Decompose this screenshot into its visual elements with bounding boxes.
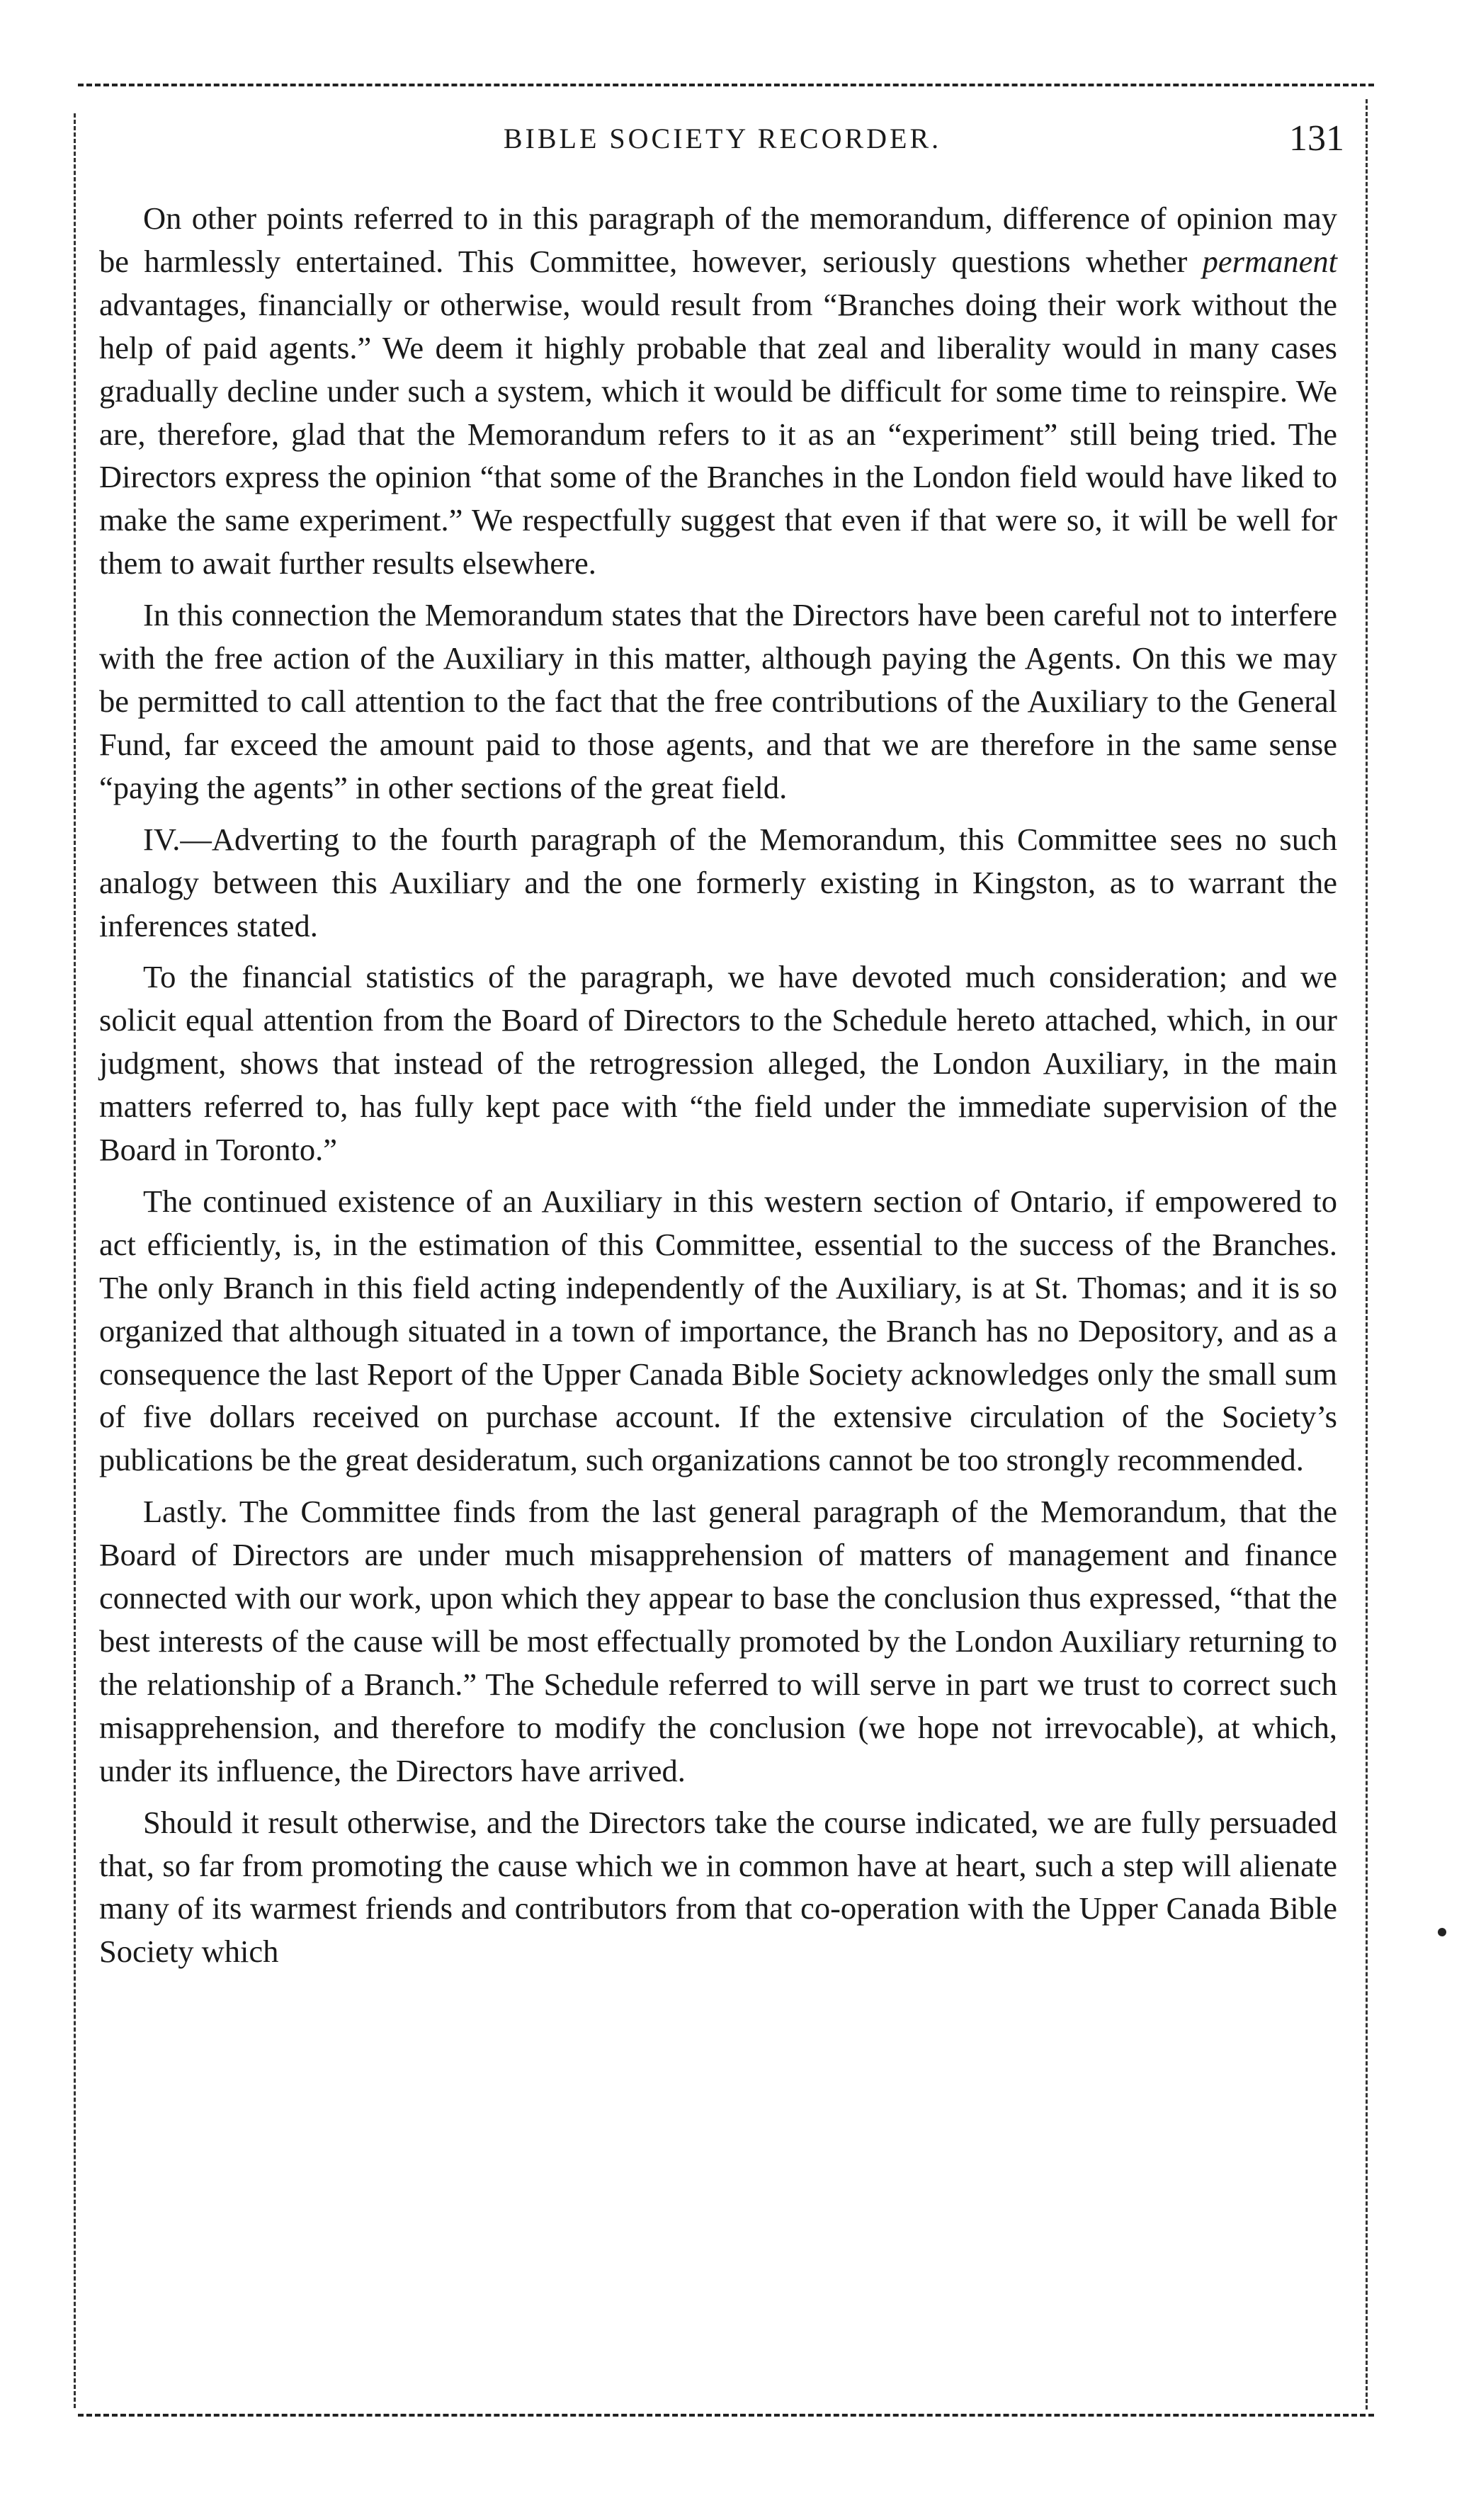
left-border-rule — [74, 113, 76, 2408]
running-head: BIBLE SOCIETY RECORDER. — [503, 123, 942, 154]
right-border-rule — [1366, 99, 1368, 2410]
page-number: 131 — [1289, 118, 1344, 159]
page-header — [99, 118, 1346, 167]
body-text — [99, 197, 1337, 1982]
paragraph-2: In this connection the Memorandum states that the Directors have been careful not to interfere with the free action of the Auxiliary in this matter, although paying the Agents. On this we may be permitted to call attention to the fact that the free contributions of the Auxiliary to the General Fund, far exceed the amount paid to those agents, and that we are therefore in the same sense “paying the agents” in other sections of the great field. — [99, 597, 1337, 805]
paragraph-7: Should it result otherwise, and the Directors take the course indicated, we are fully persuaded that, so far from promoting the cause which we in common have at heart, such a step will alienate many of its warmest friends and contributors from that co-operation with the Upper Canada Bible Society which — [99, 1804, 1337, 1970]
margin-mark — [1438, 1928, 1446, 1936]
paragraph-1 — [99, 197, 1337, 585]
paragraph-1-text: On other points referred to in this paragraph of the memorandum, difference of opinion may be harmlessly entertained. This Committee, however, seriously questions whether — [99, 200, 1337, 279]
paragraph-1-tail: advantages, financially or otherwise, would result from “Branches doing their work without the help of paid agents.” We deem it highly probable that zeal and liberality would in many cases gradually decline under such a system, which it would be difficult for some time to reinspire. We are, therefore, glad that the Memorandum refers to it as an “experiment” still being tried. The Directors express the opinion “that some of the Branches in the London field would have liked to make the same experiment.” We respectfully suggest that even if that were so, it will be well for them to await further results elsewhere. — [99, 286, 1337, 581]
paragraph-5: The continued existence of an Auxiliary in this western section of Ontario, if empowered to act efficiently, is, in the estimation of this Committee, essential to the success of the Branches. The only Branch in this field acting independently of the Auxiliary, is at St. Thomas; and it is so organized that although situated in a town of importance, the Branch has no Depository, and as a consequence the last Report of the Upper Canada Bible Society acknowledges only the small sum of five dollars received on purchase account. If the extensive circulation of the Society’s publications be the great desideratum, such organizations cannot be too strongly recommended. — [99, 1183, 1337, 1478]
paragraph-3: IV.—Adverting to the fourth paragraph of the Memorandum, this Committee sees no such analogy between this Auxiliary and the one formerly existing in Kingston, as to warrant the inferences stated. — [99, 821, 1337, 943]
paragraph-1-emphasis: permanent — [1202, 243, 1337, 279]
paragraph-4: To the financial statistics of the paragraph, we have devoted much consideration; and we solicit equal attention from the Board of Directors to the Schedule hereto attached, which, in our judgment, shows that instead of the retrogression alleged, the London Auxiliary, in the main matters referred to, has fully kept pace with “the field under the immediate supervision of the Board in Toronto.” — [99, 959, 1337, 1168]
top-border-rule — [78, 84, 1374, 86]
paragraph-6: Lastly. The Committee finds from the last general paragraph of the Memorandum, that the Board of Directors are under much misapprehension of matters of management and finance connected with our work, upon which they appear to base the conclusion thus expressed, “that the best interests of the cause will be most effectually promoted by the London Auxiliary returning to the relationship of a Branch.” The Schedule referred to will serve in part we trust to correct such misapprehension, and therefore to modify the conclusion (we hope not irrevocable), at which, under its influence, the Directors have arrived. — [99, 1494, 1337, 1788]
bottom-border-rule — [78, 2414, 1374, 2417]
